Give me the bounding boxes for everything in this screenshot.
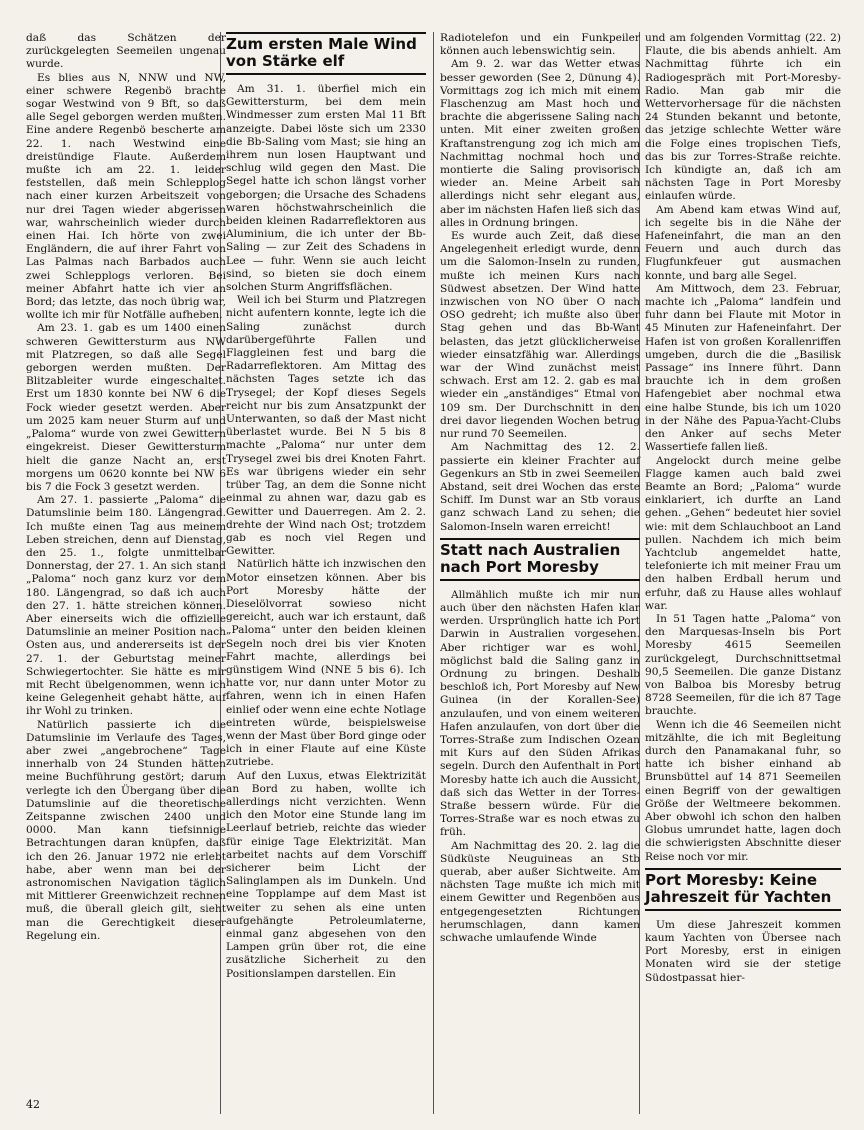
paragraph: Natürlich hätte ich inzwischen den Motor einsetzen können. Aber bis Port Moresby hätte der Dieselölvorrat sowieso nicht gereicht, auch war ich erstaunt, daß „Paloma“ unter den beiden kleinen Segeln noch drei bis vier Knoten Fahrt machte, allerdings bei günstigem Wind (NNE 5 bis 6). Ich hatte vor, nur dann unter Motor zu fahren, wenn ich in einen Hafen einlief oder wenn eine echte Notlage eintreten würde, beispielsweise wenn der Mast über Bord ginge oder ich in einer Flaute auf eine Küste zutriebe.	[226, 558, 426, 769]
paragraph: Radiotelefon und ein Funkpeiler können auch lebenswichtig sein.	[440, 32, 640, 58]
paragraph: Es blies aus N, NNW und NW, einer schwere Regenbö brachte sogar Westwind von 9 Bft, so daß alle Segel geborgen werden mußten. Eine andere Regenbö bescherte am 22. 1. nach Westwind eine dreistündige Flaute. Außerdem mußte ich am 22. 1. leider feststellen, daß mein Schlepplog nach einer kurzen Arbeitszeit von nur drei Tagen wieder abgerissen war, wahrscheinlich wieder durch einen Hai. Ich hörte von zwei Engländern, die auf ihrer Fahrt von Las Palmas nach Barbados auch zwei Schlepplogs verloren. Bei meiner Abfahrt hatte ich vier an Bord; das letzte, das noch übrig war, wollte ich mir für Notfälle aufheben.	[26, 71, 226, 322]
paragraph: Natürlich passierte ich die Datumslinie im Verlaufe des Tages, aber zwei „angebrochene“ Tage innerhalb von 24 Stunden hätten meine Buchführung gestört; darum verlegte ich den Übergang über die Datumslinie auf die theoretische Zeitspanne zwischen 2400 und 0000. Man kann tiefsinnige Betrachtungen daran knüpfen, daß ich den 26. Januar 1972 nie erlebt habe, aber wenn man bei der astronomischen Navigation täglich mit Mittlerer Greenwichzeit rechnen muß, die überall gleich gilt, sieht man die Gerechtigkeit dieser Regelung ein.	[26, 718, 226, 942]
paragraph: Weil ich bei Sturm und Platzregen nicht aufentern konnte, legte ich die Saling zunächst durch darübergeführte Fallen und Flaggleinen fest und barg die Radarreflektoren. Am Mittag des nächsten Tages setzte ich das Trysegel; der Kopf dieses Segels reicht nur bis zum Ansatzpunkt der Unterwanten, so daß der Mast nicht überlastet wurde. Bei N 5 bis 8 machte „Paloma“ nur unter dem Trysegel zwei bis drei Knoten Fahrt. Es war übrigens wieder ein sehr trüber Tag, an dem die Sonne nicht einmal zu ahnen war, dazu gab es Gewitter und Dauerregen. Am 2. 2. drehte der Wind nach Ost; trotzdem gab es noch viel Regen und Gewitter.	[226, 294, 426, 558]
paragraph: Es wurde auch Zeit, daß diese Angelegenheit erledigt wurde, denn um die Salomon-Inseln zu runden, mußte ich meinen Kurs nach Südwest absetzen. Der Wind hatte inzwischen von NO über O nach OSO gedreht; ich mußte also über Stag gehen und das Bb-Want belasten, das jetzt glücklicherweise wieder einsatzfähig war. Allerdings war der Wind zunächst meist schwach. Erst am 12. 2. gab es mal wieder ein „anständiges“ Etmal von 109 sm. Der Durchschnitt in den drei davor liegenden Wochen betrug nur rund 70 Seemeilen.	[440, 230, 640, 441]
column-3	[440, 32, 640, 945]
column-1	[26, 32, 226, 943]
paragraph: Am 31. 1. überfiel mich ein Gewittersturm, bei dem mein Windmesser zum ersten Mal 11 Bft anzeigte. Dabei löste sich um 2330 die Bb-Saling vom Mast; sie hing an ihrem nun losen Hauptwant und schlug wild gegen den Mast. Die Segel hatte ich schon längst vorher geborgen; die Ursache des Schadens waren höchstwahrscheinlich die beiden kleinen Radarreflektoren aus Aluminium, die ich unter der Bb-Saling — zur Zeit des Schadens in Lee — fuhr. Wenn sie auch leicht sind, so bieten sie doch einem solchen Sturm Angriffsflächen.	[226, 83, 426, 294]
paragraph: Am 9. 2. war das Wetter etwas besser geworden (See 2, Dünung 4). Vormittags zog ich mich mit einem Flaschenzug am Mast hoch und brachte die abgerissene Saling nach unten. Mit einer zweiten großen Kraftanstrengung zog ich mich am Nachmittag nochmal hoch und montierte die Saling provisorisch wieder an. Meine Arbeit sah allerdings nicht sehr elegant aus, aber im nächsten Hafen ließ sich das alles in Ordnung bringen.	[440, 58, 640, 229]
section-heading: Zum ersten Male Wind von Stärke elf	[226, 32, 426, 75]
paragraph: Um diese Jahreszeit kommen kaum Yachten von Übersee nach Port Moresby, erst in einigen Monaten wird sie der stetige Südostpassat hier-	[645, 918, 841, 984]
column-4	[645, 32, 841, 985]
paragraph: Am Abend kam etwas Wind auf, ich segelte bis in die Nähe der Hafeneinfahrt, die man an den Feuern und auch durch das Flugfunkfeuer gut ausmachen konnte, und barg alle Segel.	[645, 203, 841, 282]
paragraph: Am Nachmittag des 20. 2. lag die Südküste Neuguineas an Stb querab, aber außer Sichtweite. Am nächsten Tage mußte ich mich mit einem Gewitter und Regenböen aus entgegengesetzten Richtungen herumschlagen, dann kamen schwache umlaufende Winde	[440, 839, 640, 944]
column-rule	[433, 32, 434, 1114]
paragraph: In 51 Tagen hatte „Paloma“ von den Marquesas-Inseln bis Port Moresby 4615 Seemeilen zurückgelegt, Durchschnittsetmal 90,5 Seemeilen. Die ganze Distanz von Balboa bis Moresby betrug 8728 Seemeilen, für die ich 87 Tage brauchte.	[645, 612, 841, 718]
paragraph: Allmählich mußte ich mir nun auch über den nächsten Hafen klar werden. Ursprünglich hatte ich Port Darwin in Australien vorgesehen. Aber richtiger war es wohl, möglichst bald die Saling ganz in Ordnung zu bringen. Deshalb beschloß ich, Port Moresby auf New Guinea (in der Korallen-See) anzulaufen, und von einem weiteren Hafen anzulaufen, von dort über die Torres-Straße zum Indischen Ozean mit Kurs auf den Süden Afrikas segeln. Durch den Aufenthalt in Port Moresby hatte ich auch die Aussicht, daß sich das Wetter in der Torres-Straße bessern würde. Für die Torres-Straße war es noch etwas zu früh.	[440, 588, 640, 839]
paragraph: Am Mittwoch, dem 23. Februar, machte ich „Paloma“ landfein und fuhr dann bei Flaute mit Motor in 45 Minuten zur Hafeneinfahrt. Der Hafen ist von großen Korallenriffen umgeben, durch die die „Basilisk Passage“ ins Innere führt. Dann brauchte ich in dem großen Hafengebiet aber nochmal etwa eine halbe Stunde, bis ich um 1020 in der Nähe des Papua-Yacht-Clubs den Anker auf sechs Meter Wassertiefe fallen ließ.	[645, 282, 841, 454]
section-heading: Statt nach Australien nach Port Moresby	[440, 538, 640, 581]
column-2	[226, 32, 426, 981]
paragraph: Angelockt durch meine gelbe Flagge kamen auch bald zwei Beamte an Bord; „Paloma“ wurde einklariert, ich durfte an Land gehen. „Gehen“ bedeutet hier soviel wie: mit dem Schlauchboot an Land pullen. Nachdem ich mich beim Yachtclub angemeldet hatte, telefonierte ich mit meiner Frau um den halben Erdball herum und erfuhr, daß zu Hause alles wohlauf war.	[645, 454, 841, 612]
section-heading: Port Moresby: Keine Jahreszeit für Yachten	[645, 868, 841, 911]
page-number: 42	[26, 1098, 40, 1111]
paragraph: daß das Schätzen der zurückgelegten Seemeilen ungenau wurde.	[26, 32, 226, 71]
paragraph: und am folgenden Vormittag (22. 2) Flaute, die bis abends anhielt. Am Nachmittag führte ich ein Radiogespräch mit Port-Moresby-Radio. Man gab mir die Wettervorhersage für die nächsten 24 Stunden bekannt und betonte, das jetzige schlechte Wetter wäre die Folge eines tropischen Tiefs, das bis zur Torres-Straße reichte. Ich kündigte an, daß ich am nächsten Tage in Port Moresby einlaufen würde.	[645, 32, 841, 203]
paragraph: Am 23. 1. gab es um 1400 einen schweren Gewittersturm aus NW mit Platzregen, so daß alle Segel geborgen werden mußten. Der Blitzableiter wurde eingeschaltet. Erst um 1830 konnte bei NW 6 die Fock wieder gesetzt werden. Aber um 2025 kam neuer Sturm auf und „Paloma“ wurde von zwei Gewittern eingekreist. Dieser Gewittersturm hielt die ganze Nacht an, erst morgens um 0620 konnte bei NW 6 bis 7 die Fock 3 gesetzt werden.	[26, 322, 226, 493]
paragraph: Am Nachmittag des 12. 2. passierte ein kleiner Frachter auf Gegenkurs an Stb in zwei Seemeilen Abstand, seit drei Wochen das erste Schiff. Im Dunst war an Stb voraus ganz schwach Land zu sehen; die Salomon-Inseln waren erreicht!	[440, 441, 640, 533]
paragraph: Auf den Luxus, etwas Elektrizität an Bord zu haben, wollte ich allerdings nicht verzichten. Wenn ich den Motor eine Stunde lang im Leerlauf betrieb, reichte das wieder für einige Tage Elektrizität. Man arbeitet nachts auf dem Vorschiff sicherer beim Licht der Salinglampen als im Dunkeln. Und eine Topplampe auf dem Mast ist weiter zu sehen als eine unten aufgehängte Petroleumlaterne, einmal ganz abgesehen von den Lampen grün über rot, die eine zusätzliche Sicherheit zu den Positionslampen darstellen. Ein	[226, 769, 426, 980]
paragraph: Am 27. 1. passierte „Paloma“ die Datumslinie beim 180. Längengrad. Ich mußte einen Tag aus meinem Leben streichen, denn auf Dienstag, den 25. 1., folgte unmittelbar Donnerstag, der 27. 1. An sich stand „Paloma“ noch ganz kurz vor dem 180. Längengrad, so daß ich auch den 27. 1. hätte streichen können. Aber einerseits wich die offizielle Datumslinie an meiner Position nach Osten aus, und andererseits ist der 27. 1. der Geburtstag meiner Schwiegertochter. Sie hätte es mir mit Recht übelgenommen, wenn ich keine Gelegenheit gehabt hätte, auf ihr Wohl zu trinken.	[26, 494, 226, 718]
paragraph: Wenn ich die 46 Seemeilen nicht mitzählte, die ich mit Begleitung durch den Panamakanal fuhr, so hatte ich bisher einhand ab Brunsbüttel auf 14 871 Seemeilen einen Begriff von der gewaltigen Größe der Weltmeere bekommen. Aber obwohl ich schon den halben Globus umrundet hatte, lagen doch die schwierigsten Abschnitte dieser Reise noch vor mir.	[645, 718, 841, 863]
